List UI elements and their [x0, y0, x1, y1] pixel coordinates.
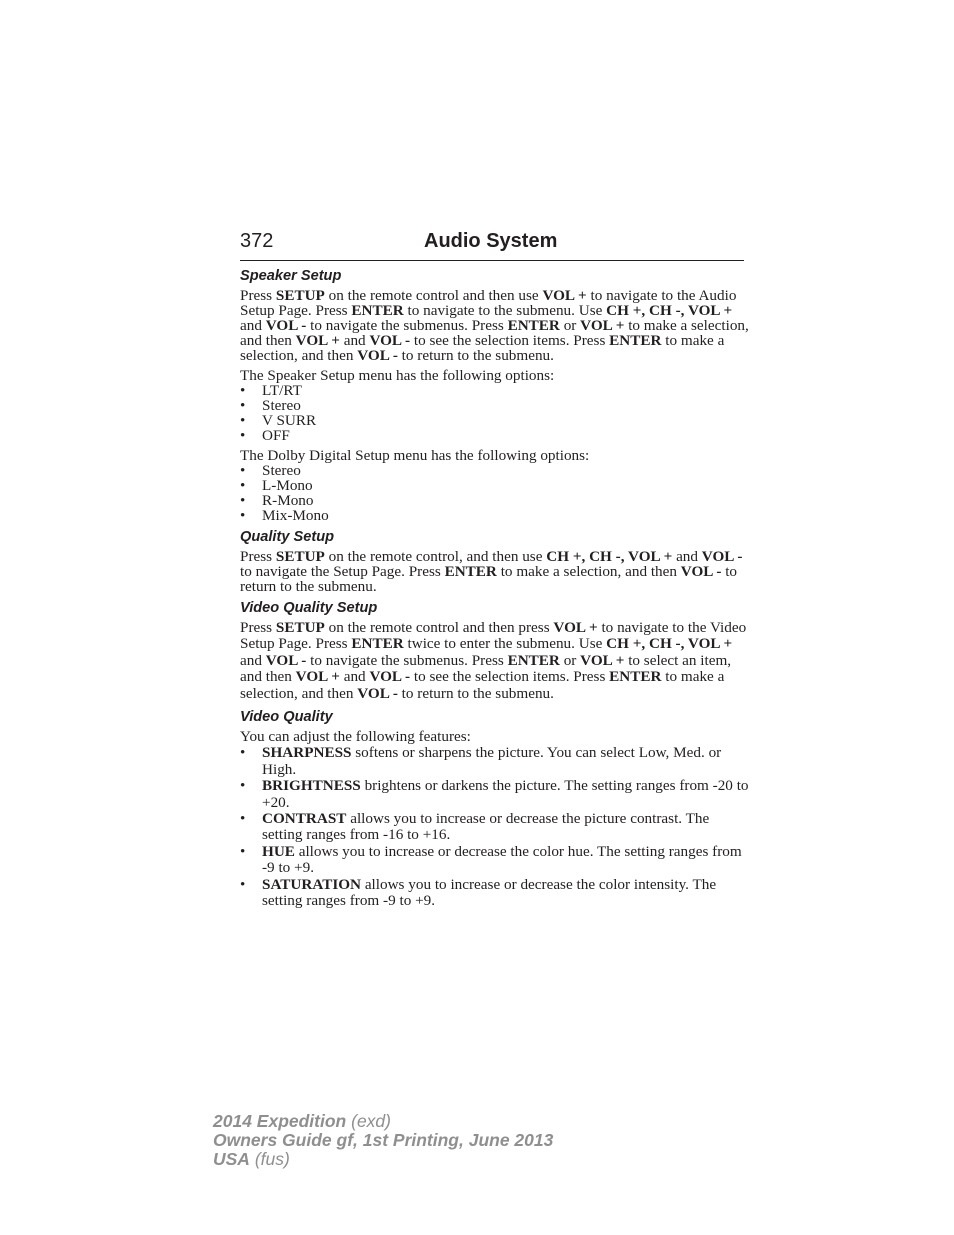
text-run: and	[339, 332, 370, 349]
bold-term: ENTER	[351, 635, 404, 653]
bold-term: VOL -	[369, 668, 411, 686]
footer-line-1	[213, 1112, 553, 1131]
text-run: on the remote control, and then use	[324, 548, 547, 565]
text-run: on the remote control and then press	[324, 619, 554, 636]
bold-term: VOL +	[295, 668, 340, 686]
feature-description: allows you to increase or decrease the color intensity. The setting ranges from -9 to +9.	[262, 875, 717, 910]
text-run: to navigate the Setup Page. Press	[240, 563, 445, 580]
bold-term: VOL -	[357, 347, 398, 364]
text-run: to make a selection, and then	[496, 563, 681, 580]
feature-term: SATURATION	[262, 875, 362, 893]
feature-description: softens or sharpens the picture. You can select Low, Med. or High.	[262, 744, 722, 778]
bold-term: VOL -	[357, 684, 398, 702]
feature-item	[240, 811, 750, 844]
text-run: and	[240, 651, 266, 669]
feature-term: SHARPNESS	[262, 744, 352, 762]
list-item: • V SURR	[240, 413, 750, 428]
footer-model: 2014 Expedition	[213, 1111, 347, 1131]
list-item: • Stereo	[240, 463, 750, 478]
bold-term: SETUP	[275, 287, 325, 304]
feature-description: brightens or darkens the picture. The setting ranges from -20 to +20.	[262, 777, 749, 811]
text-run: to make a selection, and then	[240, 317, 749, 349]
footer-line-2: Owners Guide gf, 1st Printing, June 2013	[213, 1130, 554, 1150]
footer-market-code: (fus)	[249, 1149, 290, 1169]
page-number: 372	[240, 230, 274, 252]
section-speaker-setup	[240, 267, 750, 523]
bold-term: CH +, CH -, VOL +	[606, 302, 733, 319]
text-run: to make a selection, and then	[240, 332, 725, 364]
section-heading: Speaker Setup	[240, 268, 342, 284]
speaker-setup-paragraph	[240, 288, 750, 363]
dolby-menu-intro: The Dolby Digital Setup menu has the following options:	[240, 447, 590, 464]
feature-description: allows you to increase or decrease the picture contrast. The setting ranges from -16 to +16.	[262, 810, 710, 844]
text-run: to navigate to the Video Setup Page. Press	[240, 619, 747, 653]
bold-term: VOL -	[265, 651, 307, 669]
text-run: to select an item, and then	[240, 651, 732, 686]
text-run: and	[240, 317, 266, 334]
feature-term: CONTRAST	[262, 810, 347, 828]
chapter-title: Audio System	[424, 230, 558, 252]
bold-term: ENTER	[609, 332, 662, 349]
feature-item	[240, 877, 750, 910]
text-run: to see the selection items. Press	[410, 668, 610, 686]
dolby-menu-options	[240, 463, 750, 523]
bold-term: ENTER	[444, 563, 497, 580]
list-item: • Stereo	[240, 398, 750, 413]
text-run: to make a selection, and then	[240, 668, 725, 702]
section-quality-setup	[240, 528, 750, 594]
page-footer	[213, 1112, 553, 1169]
feature-item	[240, 844, 750, 877]
section-heading: Quality Setup	[240, 529, 335, 545]
text-run: Press	[240, 548, 276, 565]
footer-model-code: (exd)	[346, 1111, 391, 1131]
section-heading: Video Quality Setup	[240, 600, 378, 616]
footer-line-3	[213, 1150, 553, 1169]
text-run: Press	[240, 619, 276, 636]
section-heading: Video Quality	[240, 709, 333, 726]
bold-term: VOL -	[265, 317, 307, 334]
bold-term: CH +, CH -, VOL +	[546, 548, 673, 565]
bold-term: SETUP	[275, 548, 325, 565]
bold-term: VOL -	[680, 563, 722, 580]
text-run: and	[339, 668, 370, 686]
list-item: • LT/RT	[240, 383, 750, 398]
bold-term: SETUP	[275, 619, 325, 636]
text-run: to navigate to the submenu. Use	[403, 302, 607, 319]
list-item: • R-Mono	[240, 493, 750, 508]
bold-term: ENTER	[609, 668, 662, 686]
feature-term: HUE	[262, 842, 295, 860]
list-item: • Mix-Mono	[240, 508, 750, 523]
video-quality-setup-paragraph	[240, 620, 750, 702]
text-run: to navigate the submenus. Press	[306, 317, 508, 334]
text-run: and	[672, 548, 702, 565]
text-run: on the remote control and then use	[324, 287, 543, 304]
bold-term: VOL +	[580, 317, 625, 334]
bold-term: ENTER	[507, 651, 560, 669]
text-run: or	[559, 651, 581, 669]
text-run: to navigate the submenus. Press	[306, 651, 508, 669]
footer-market: USA	[213, 1149, 250, 1169]
text-run: to see the selection items. Press	[410, 332, 610, 349]
text-run: to return to the submenu.	[240, 563, 738, 595]
bold-term: VOL +	[295, 332, 340, 349]
text-run: to return to the submenu.	[397, 347, 554, 364]
text-run: Press	[240, 287, 276, 304]
bold-term: VOL -	[369, 332, 411, 349]
video-quality-intro: You can adjust the following features:	[240, 728, 471, 746]
feature-item	[240, 778, 750, 811]
section-video-quality-setup	[240, 599, 750, 702]
text-run: or	[559, 317, 581, 334]
speaker-menu-intro: The Speaker Setup menu has the following options:	[240, 367, 555, 384]
bold-term: VOL +	[580, 651, 625, 669]
bold-term: VOL +	[542, 287, 587, 304]
text-run: twice to enter the submenu. Use	[403, 635, 607, 653]
feature-item	[240, 745, 750, 778]
bold-term: ENTER	[351, 302, 404, 319]
text-run: to return to the submenu.	[397, 684, 554, 702]
section-video-quality	[240, 708, 750, 909]
speaker-menu-options	[240, 383, 750, 443]
video-quality-features	[240, 745, 750, 909]
quality-setup-paragraph	[240, 549, 750, 594]
page-header	[240, 229, 744, 261]
bold-term: CH +, CH -, VOL +	[606, 635, 733, 653]
bold-term: VOL +	[553, 619, 598, 636]
list-item: • L-Mono	[240, 478, 750, 493]
page-content	[240, 267, 750, 910]
list-item: • OFF	[240, 428, 750, 443]
bold-term: VOL -	[701, 548, 743, 565]
feature-term: BRIGHTNESS	[262, 777, 361, 795]
text-run: to navigate to the Audio Setup Page. Press	[240, 287, 737, 319]
feature-description: allows you to increase or decrease the color hue. The setting ranges from -9 to +9.	[262, 842, 742, 877]
bold-term: ENTER	[507, 317, 560, 334]
